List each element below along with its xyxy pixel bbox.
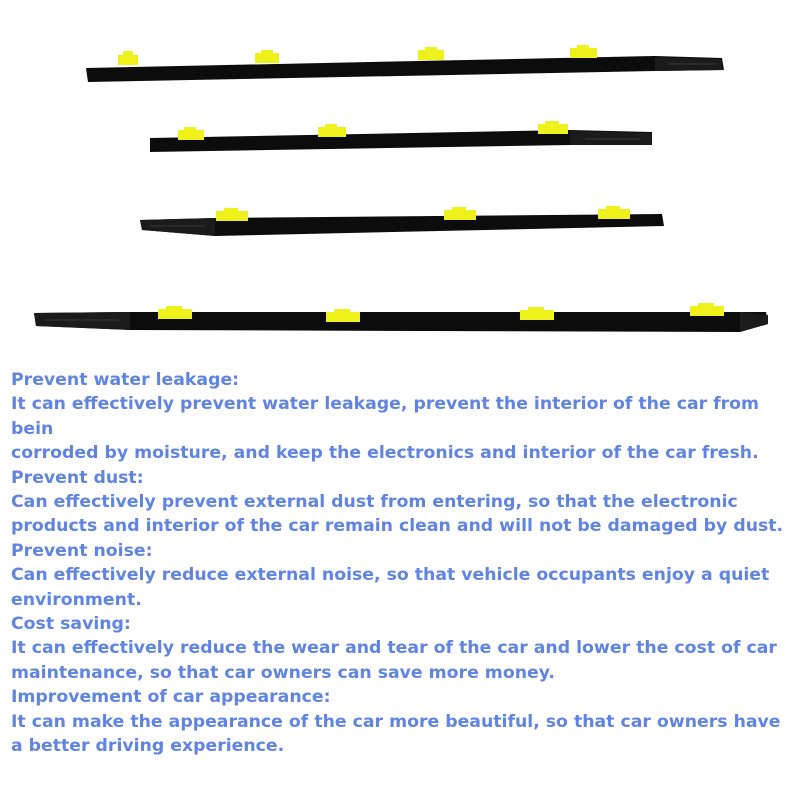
section-text-line: Can effectively prevent external dust from entering, so that the electronic: [11, 492, 738, 513]
clip: [318, 124, 346, 137]
section-text-line: It can effectively prevent water leakage, prevent the interior of the car from bein: [11, 394, 760, 439]
section-heading-appearance: Improvement of car appearance:: [11, 687, 331, 708]
clip: [538, 121, 568, 134]
clip: [178, 127, 204, 140]
clip: [598, 206, 630, 219]
clip: [118, 51, 138, 65]
weatherstrip-4: [34, 303, 768, 332]
section-heading-noise: Prevent noise:: [11, 540, 153, 561]
section-text-line: corroded by moisture, and keep the electronics and interior of the car fresh.: [11, 443, 759, 464]
clip: [158, 306, 192, 319]
section-text-line: products and interior of the car remain clean and will not be damaged by dust.: [11, 516, 784, 537]
clip: [418, 47, 444, 60]
weatherstrip-3: [140, 206, 664, 236]
weatherstrip-2: [150, 121, 652, 152]
clip: [255, 50, 279, 63]
section-text-line: a better driving experience.: [11, 736, 285, 757]
clip: [690, 303, 724, 316]
section-text-line: It can make the appearance of the car more beautiful, so that car owners have: [11, 711, 781, 732]
section-text-line: Can effectively reduce external noise, so that vehicle occupants enjoy a quiet: [11, 565, 770, 586]
feature-description: [11, 368, 791, 759]
product-image: [0, 0, 800, 350]
clip: [216, 208, 248, 221]
section-heading-cost: Cost saving:: [11, 614, 131, 635]
section-text-line: It can effectively reduce the wear and tear of the car and lower the cost of car: [11, 638, 777, 659]
section-text-line: maintenance, so that car owners can save more money.: [11, 662, 555, 683]
weatherstrip-1: [86, 45, 724, 82]
section-text-line: environment.: [11, 589, 142, 610]
clip: [520, 307, 554, 320]
clip: [570, 45, 597, 58]
section-heading-water: Prevent water leakage:: [11, 370, 240, 390]
section-heading-dust: Prevent dust:: [11, 467, 144, 488]
clip: [444, 207, 476, 220]
clip: [326, 309, 360, 322]
